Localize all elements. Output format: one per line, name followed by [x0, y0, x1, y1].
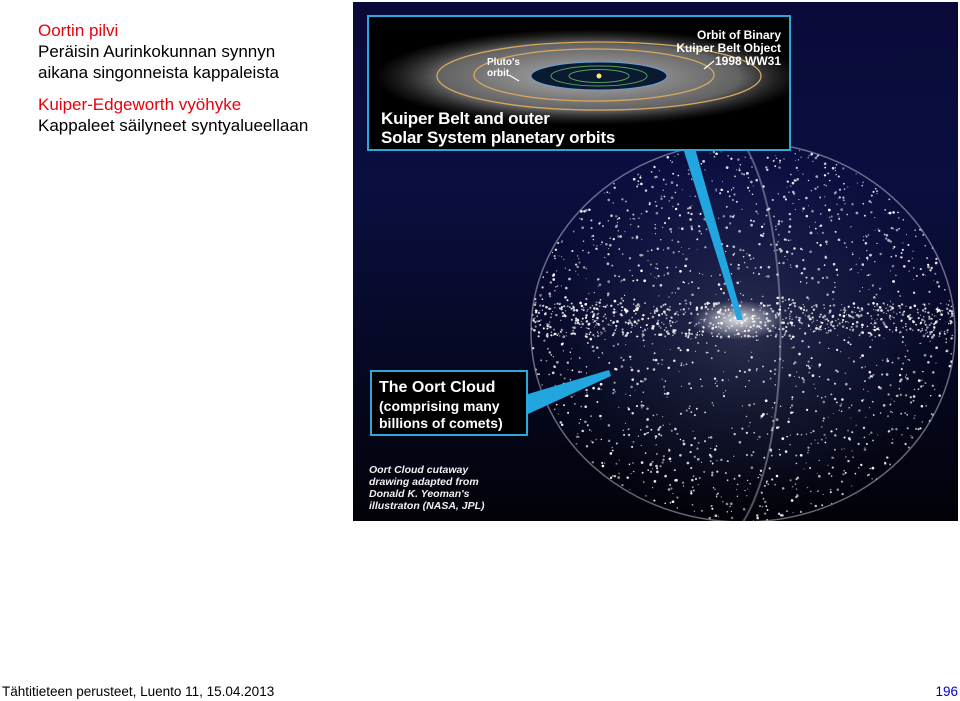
sun-icon — [597, 74, 602, 79]
oort-cloud-label-box — [370, 370, 528, 436]
slide-text — [38, 20, 338, 136]
image-credit: Oort Cloud cutaway drawing adapted from Donald K. Yeoman's illustraton (NASA, JPL) — [369, 464, 485, 512]
kuiper-line-1: Kappaleet säilyneet syntyalueellaan — [38, 116, 309, 135]
oort-cloud-illustration — [353, 2, 958, 521]
oort-cloud-title: The Oort Cloud — [379, 379, 496, 396]
oort-line-2: aikana singonneista kappaleista — [38, 63, 280, 82]
footer-course-info: Tähtitieteen perusteet, Luento 11, 15.04.2013 — [2, 684, 275, 699]
heading-kuiper-belt: Kuiper-Edgeworth vyöhyke — [38, 95, 242, 114]
kuiper-belt-inset — [367, 15, 791, 151]
oort-cloud-subtitle: (comprising many billions of comets) — [379, 398, 503, 431]
oort-line-1: Peräisin Aurinkokunnan synnyn — [38, 42, 276, 61]
inset-title: Kuiper Belt and outer Solar System planetary orbits — [381, 109, 616, 147]
pluto-orbit-label: Pluto's orbit — [487, 57, 520, 79]
page-number: 196 — [935, 684, 958, 699]
binary-kbo-label: Orbit of Binary Kuiper Belt Object 1998 WW31 — [676, 28, 781, 68]
heading-oort-cloud: Oortin pilvi — [38, 21, 119, 40]
